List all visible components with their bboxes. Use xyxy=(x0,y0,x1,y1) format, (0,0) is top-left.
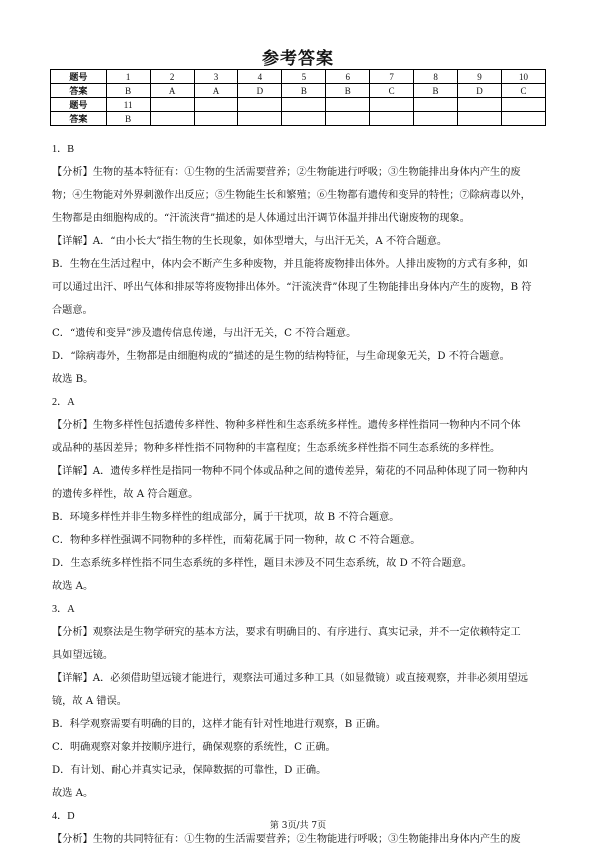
table-cell xyxy=(282,98,326,112)
table-cell: C xyxy=(501,84,545,98)
table-cell: 题号 xyxy=(51,70,107,84)
table-cell: B xyxy=(106,112,150,126)
table-cell: 答案 xyxy=(51,112,107,126)
table-cell xyxy=(370,98,414,112)
text-line: 故选 B。 xyxy=(52,374,94,385)
table-cell: B xyxy=(282,84,326,98)
table-cell xyxy=(501,98,545,112)
table-cell xyxy=(194,98,238,112)
text-line: 【详解】A．“由小长大”指生物的生长现象，如体型增大，与出汗无关，A 不符合题意。 xyxy=(52,236,448,247)
table-cell: 4 xyxy=(238,70,282,84)
table-cell xyxy=(238,98,282,112)
question-number: 1．B xyxy=(52,144,75,155)
table-cell xyxy=(414,98,458,112)
text-line: D．“除病毒外，生物都是由细胞构成的”描述的是生物的结构特征，与生命现象无关，D 不符合题意。 xyxy=(52,351,510,362)
table-cell: D xyxy=(458,84,502,98)
table-cell: A xyxy=(194,84,238,98)
table-cell: B xyxy=(106,84,150,98)
table-cell xyxy=(326,98,370,112)
text-line: 故选 A。 xyxy=(52,581,94,592)
text-line: 合题意。 xyxy=(52,305,93,316)
question-number: 3．A xyxy=(52,604,75,615)
text-line: 生物都是由细胞构成的。“汗流浃背”描述的是人体通过出汗调节体温并排出代谢废物的现象。 xyxy=(52,213,470,224)
table-cell: 2 xyxy=(150,70,194,84)
text-line: 可以通过出汗、呼出气体和排尿等将废物排出体外。“汗流浃背”体现了生物能排出身体内产生的废物，B 符 xyxy=(52,282,532,293)
table-cell xyxy=(326,112,370,126)
text-line: C．“遗传和变异”涉及遗传信息传递，与出汗无关，C 不符合题意。 xyxy=(52,328,357,339)
table-cell xyxy=(282,112,326,126)
table-cell: C xyxy=(370,84,414,98)
text-line: D．有计划、耐心并真实记录，保障数据的可靠性，D 正确。 xyxy=(52,765,327,776)
text-line: B．科学观察需要有明确的目的，这样才能有针对性地进行观察，B 正确。 xyxy=(52,719,387,730)
table-cell xyxy=(458,98,502,112)
table-cell: 9 xyxy=(458,70,502,84)
text-line: B．生物在生活过程中，体内会不断产生多种废物，并且能将废物排出体外。人排出废物的方式有多种，如 xyxy=(52,259,529,270)
table-row xyxy=(51,112,546,126)
text-line: 【详解】A．遗传多样性是指同一物种不同个体或品种之间的遗传差异，菊花的不同品种体现了同一物种内 xyxy=(52,466,528,477)
text-line: 或品种的基因差异；物种多样性指不同物种的丰富程度；生态系统多样性指不同生态系统的多样性。 xyxy=(52,443,501,454)
table-cell: 8 xyxy=(414,70,458,84)
table-cell: B xyxy=(414,84,458,98)
question-number: 4．D xyxy=(52,811,75,822)
text-line: B．环境多样性并非生物多样性的组成部分，属于干扰项，故 B 不符合题意。 xyxy=(52,512,400,523)
table-cell xyxy=(194,112,238,126)
table-cell: 7 xyxy=(370,70,414,84)
table-cell: B xyxy=(326,84,370,98)
table-cell: 11 xyxy=(106,98,150,112)
table-cell xyxy=(238,112,282,126)
table-cell xyxy=(370,112,414,126)
table-row xyxy=(51,84,546,98)
page-title: 参考答案 xyxy=(262,49,334,69)
table-cell: 题号 xyxy=(51,98,107,112)
table-cell xyxy=(150,98,194,112)
table-cell: 5 xyxy=(282,70,326,84)
table-cell: 3 xyxy=(194,70,238,84)
text-line: C．物种多样性强调不同物种的多样性，而菊花属于同一物种，故 C 不符合题意。 xyxy=(52,535,421,546)
text-line: D．生态系统多样性指不同生态系统的多样性，题目未涉及不同生态系统，故 D 不符合题意。 xyxy=(52,558,473,569)
text-line: 【分析】观察法是生物学研究的基本方法，要求有明确目的、有序进行、真实记录，并不一定依赖特定工 xyxy=(52,627,521,638)
table-cell xyxy=(414,112,458,126)
table-cell xyxy=(501,112,545,126)
table-cell: 10 xyxy=(501,70,545,84)
text-line: 物；④生物能对外界刺激作出反应；⑤生物能生长和繁殖；⑥生物都有遗传和变异的特性；⑦除病毒以外， xyxy=(52,190,531,201)
table-row xyxy=(51,98,546,112)
text-line: C．明确观察对象并按顺序进行，确保观察的系统性，C 正确。 xyxy=(52,742,336,753)
text-line: 【详解】A．必须借助望远镜才能进行，观察法可通过多种工具（如显微镜）或直接观察，并非必须用望远 xyxy=(52,673,528,684)
question-number: 2．A xyxy=(52,397,75,408)
table-cell: 答案 xyxy=(51,84,107,98)
answer-table xyxy=(50,69,546,126)
table-cell: 6 xyxy=(326,70,370,84)
table-cell xyxy=(150,112,194,126)
text-line: 的遗传多样性，故 A 符合题意。 xyxy=(52,489,199,500)
table-cell: A xyxy=(150,84,194,98)
text-line: 【分析】生物的共同特征有：①生物的生活需要营养；②生物能进行呼吸；③生物能排出身体内产生的废 xyxy=(52,834,521,845)
text-line: 镜，故 A 错误。 xyxy=(52,696,127,707)
text-line: 故选 A。 xyxy=(52,788,94,799)
page-footer: 第 3页/共 7页 xyxy=(269,821,327,831)
text-line: 【分析】生物多样性包括遗传多样性、物种多样性和生态系统多样性。遗传多样性指同一物种内不同个体 xyxy=(52,420,521,431)
table-cell: 1 xyxy=(106,70,150,84)
table-cell: D xyxy=(238,84,282,98)
text-line: 具如望远镜。 xyxy=(52,650,114,661)
table-row xyxy=(51,70,546,84)
table-cell xyxy=(458,112,502,126)
text-line: 【分析】生物的基本特征有：①生物的生活需要营养；②生物能进行呼吸；③生物能排出身体内产生的废 xyxy=(52,167,521,178)
answer-content xyxy=(52,138,544,851)
